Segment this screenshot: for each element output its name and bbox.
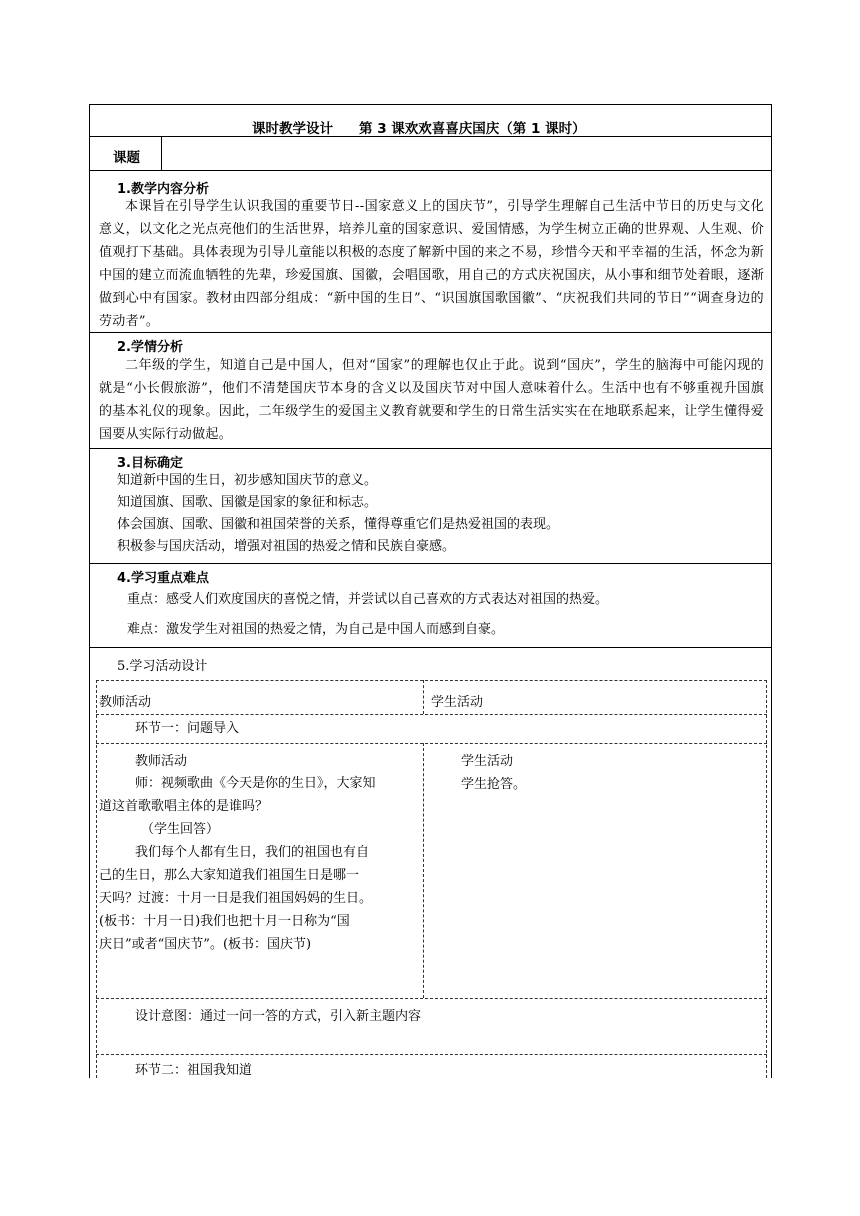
teacher-activity-label: 教师活动 bbox=[135, 754, 188, 769]
section-heading-goals: 3.目标确定 bbox=[117, 456, 183, 471]
student-analysis-paragraph: 二年级的学生，知道自己是中国人，但对“国家”的理解也仅止于此。说到“国庆”，学生的脑海中可能闪现的就是“小长假旅游”，他们不清楚国庆节本身的含义以及国庆节对中国人意味着什么。生活中也有不够重视升国旗的基本礼仪的现象。因此，二年级学生的爱国主义教育就要和学生的日常生活实实在在地联系起来，让学生懂得爱国要从实际行动做起。 bbox=[99, 358, 765, 442]
divider bbox=[89, 563, 772, 564]
student-analysis-text bbox=[99, 354, 764, 446]
goal-item: 知道国旗、国歌、国徽是国家的象征和标志。 bbox=[117, 495, 378, 510]
teacher-line: 己的生日，那么大家知道我们祖国生日是哪一 bbox=[99, 868, 360, 883]
teacher-line: 师：视频歌曲《今天是你的生日》，大家知 bbox=[135, 776, 376, 791]
teacher-line: （学生回答） bbox=[141, 822, 220, 837]
lesson-plan-page bbox=[89, 104, 772, 1078]
section-heading-key-points: 4.学习重点难点 bbox=[117, 571, 209, 586]
section-heading-activities: 5.学习活动设计 bbox=[117, 659, 208, 674]
content-analysis-text bbox=[99, 195, 764, 333]
difficult-point-text: 难点：激发学生对祖国的热爱之情，为自己是中国人而感到自豪。 bbox=[127, 622, 505, 637]
teacher-line: 我们每个人都有生日，我们的祖国也有自 bbox=[135, 845, 370, 860]
lesson-title: 第 3 课欢欢喜喜庆国庆（第 1 课时） bbox=[359, 121, 586, 137]
key-point-text: 重点：感受人们欢度国庆的喜悦之情，并尝试以自己喜欢的方式表达对祖国的热爱。 bbox=[127, 592, 609, 607]
goals-list bbox=[99, 470, 764, 558]
divider bbox=[89, 448, 772, 449]
col-header-student: 学生活动 bbox=[431, 695, 484, 710]
goal-item: 知道新中国的生日，初步感知国庆节的意义。 bbox=[117, 473, 378, 488]
goal-item: 体会国旗、国歌、国徽和祖国荣誉的关系，懂得尊重它们是热爱祖国的表现。 bbox=[117, 517, 560, 532]
student-activity-text: 学生抢答。 bbox=[461, 777, 527, 792]
teacher-line: 庆日”或者“国庆节”。(板书：国庆节) bbox=[99, 937, 312, 952]
divider bbox=[89, 136, 772, 137]
row-divider bbox=[96, 714, 767, 715]
divider bbox=[89, 332, 772, 333]
content-analysis-paragraph: 本课旨在引导学生认识我国的重要节日--国家意义上的国庆节”，引导学生理解自己生活中节日的历史与文化意义，以文化之光点亮他们的生活世界，培养儿童的国家意识、爱国情感，为学生树立正确的世界观、人生观、价值观打下基础。具体表现为引导儿童能以积极的态度了解新中国的来之不易，珍惜今天和平幸福的生活，怀念为新中国的建立而流血牺牲的先辈，珍爱国旗、国徽，会唱国歌，用自己的方式庆祝国庆，从小事和细节处着眼，逐渐做到心中有国家。教材由四部分组成：“新中国的生日”、“识国旗国歌国徽”、“庆祝我们共同的节日”“调查身边的劳动者”。 bbox=[99, 199, 765, 329]
column-divider bbox=[423, 743, 424, 998]
stage-two-label: 环节二：祖国我知道 bbox=[135, 1063, 253, 1078]
row-divider bbox=[96, 998, 767, 999]
column-divider bbox=[423, 680, 424, 714]
divider bbox=[89, 647, 772, 648]
student-activity-label: 学生活动 bbox=[461, 754, 514, 769]
section-heading-content-analysis: 1.教学内容分析 bbox=[117, 182, 209, 197]
teacher-line: (板书：十月一日)我们也把十月一日称为“国 bbox=[99, 914, 350, 929]
row-divider bbox=[96, 743, 767, 744]
goal-item: 积极参与国庆活动，增强对祖国的热爱之情和民族自豪感。 bbox=[117, 539, 456, 554]
topic-label: 课题 bbox=[113, 150, 140, 166]
plan-title-label: 课时教学设计 bbox=[252, 121, 333, 137]
divider bbox=[89, 170, 772, 171]
row-divider bbox=[96, 1054, 767, 1055]
design-intent-text: 设计意图：通过一问一答的方式，引入新主题内容 bbox=[135, 1009, 422, 1024]
plan-title bbox=[252, 117, 586, 137]
teacher-line: 天吗？过渡：十月一日是我们祖国妈妈的生日。 bbox=[99, 891, 373, 906]
section-heading-student-analysis: 2.学情分析 bbox=[117, 340, 183, 355]
teacher-line: 道这首歌歌唱主体的是谁吗？ bbox=[99, 799, 269, 814]
stage-one-label: 环节一：问题导入 bbox=[135, 721, 240, 736]
teacher-activity-text bbox=[99, 772, 419, 956]
topic-cell-divider bbox=[161, 136, 162, 170]
col-header-teacher: 教师活动 bbox=[99, 695, 152, 710]
